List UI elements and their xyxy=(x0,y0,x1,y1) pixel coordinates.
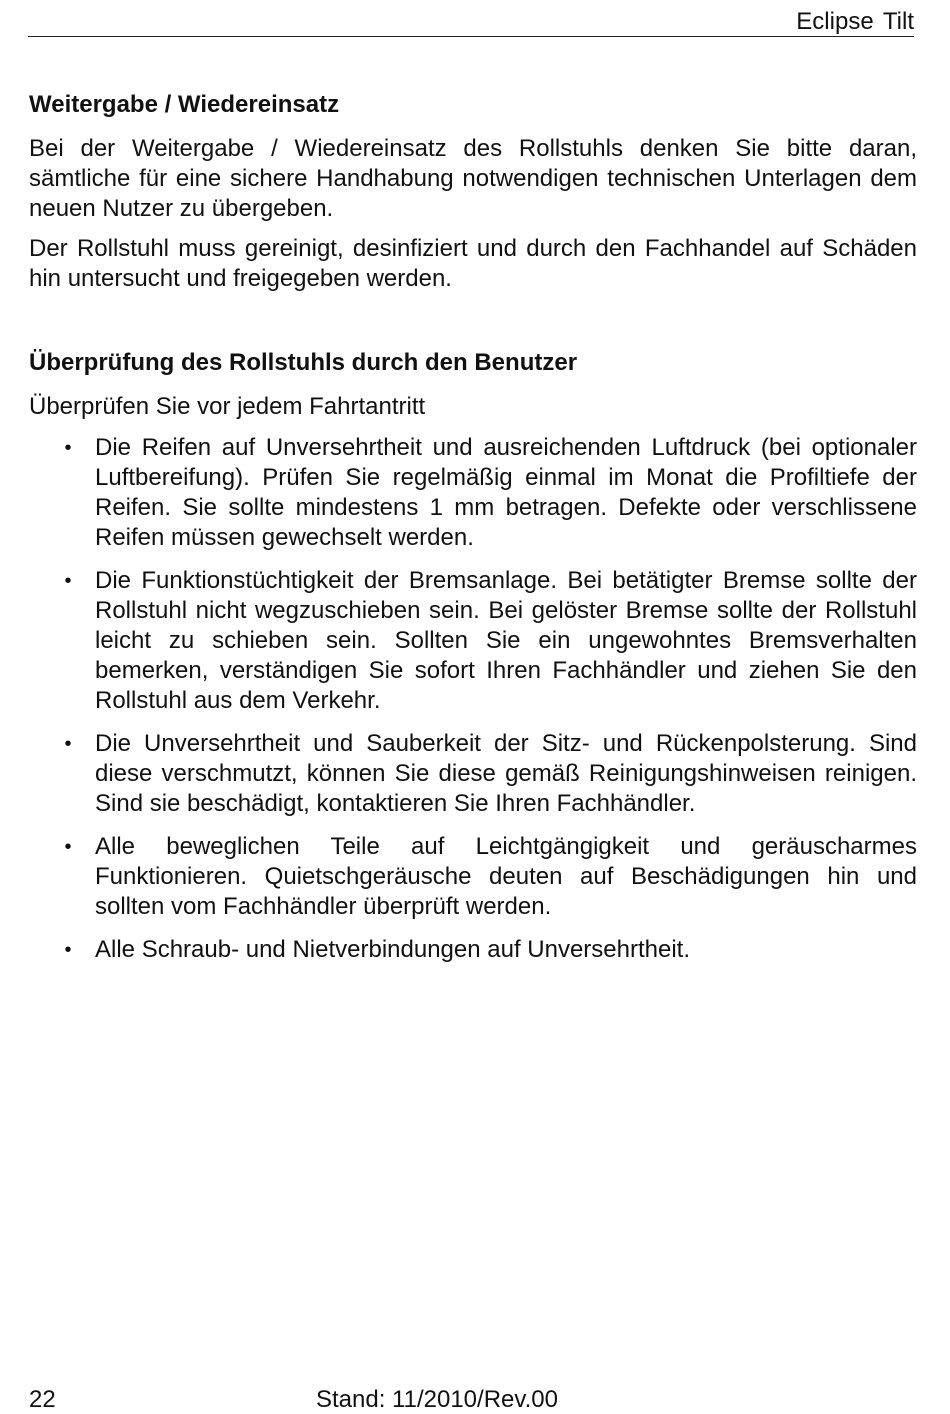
list-item xyxy=(29,566,917,716)
list-item-text: Die Reifen auf Unversehrtheit und ausreichenden Luftdruck (bei optionaler Luftbereifung). Prüfen Sie regelmäßig einmal im Monat die Profiltiefe der Reifen. Sie sollte mindestens 1 mm betragen. Defekte oder verschlissene Reifen müssen gewechselt werden. xyxy=(95,434,917,551)
list-item xyxy=(29,935,917,965)
list-item-text: Alle Schraub- und Nietverbindungen auf Unversehrtheit. xyxy=(95,936,691,963)
document-title: Eclipse Tilt xyxy=(796,8,914,35)
section-heading-weitergabe: Weitergabe / Wiedereinsatz xyxy=(29,91,340,118)
list-item xyxy=(29,832,917,922)
paragraph: Bei der Weitergabe / Wiedereinsatz des Rollstuhls denken Sie bitte daran, sämtliche für eine sichere Handhabung notwendigen technischen Unterlagen dem neuen Nutzer zu übergeben. xyxy=(29,135,917,222)
list-item-text: Die Unversehrtheit und Sauberkeit der Sitz- und Rückenpolsterung. Sind diese verschmutzt, können Sie diese gemäß Reinigungshinweisen reinigen. Sind sie beschädigt, kontaktieren Sie Ihren Fachhändler. xyxy=(95,730,917,817)
section-heading-ueberpruefung: Überprüfung des Rollstuhls durch den Benutzer xyxy=(29,349,578,376)
list-item-text: Die Funktionstüchtigkeit der Bremsanlage. Bei betätigter Bremse sollte der Rollstuhl nicht wegzuschieben sein. Bei gelöster Bremse sollte der Rollstuhl leicht zu schieben sein. Sollten Sie ein ungewohntes Bremsverhalten bemerken, verständigen Sie sofort Ihren Fachhändler und ziehen Sie den Rollstuhl aus dem Verkehr. xyxy=(95,567,917,714)
section-intro: Überprüfen Sie vor jedem Fahrtantritt xyxy=(29,393,426,420)
bullet-icon: • xyxy=(64,437,72,459)
list-item-text: Alle beweglichen Teile auf Leichtgängigkeit und geräuscharmes Funktionieren. Quietschgeräusche deuten auf Beschädigungen hin und sollten vom Fachhändler überprüft werden. xyxy=(95,833,917,920)
bullet-icon: • xyxy=(64,836,72,858)
bullet-icon: • xyxy=(64,570,72,592)
page-number: 22 xyxy=(29,1386,56,1413)
list-item xyxy=(29,729,917,819)
list-item xyxy=(29,433,917,553)
header-divider xyxy=(28,36,914,37)
paragraph: Der Rollstuhl muss gereinigt, desinfiziert und durch den Fachhandel auf Schäden hin untersucht und freigegeben werden. xyxy=(29,235,917,292)
page-content xyxy=(29,90,917,978)
revision-stamp: Stand: 11/2010/Rev.00 xyxy=(316,1386,558,1413)
check-list xyxy=(29,433,917,965)
bullet-icon: • xyxy=(64,939,72,961)
bullet-icon: • xyxy=(64,733,72,755)
